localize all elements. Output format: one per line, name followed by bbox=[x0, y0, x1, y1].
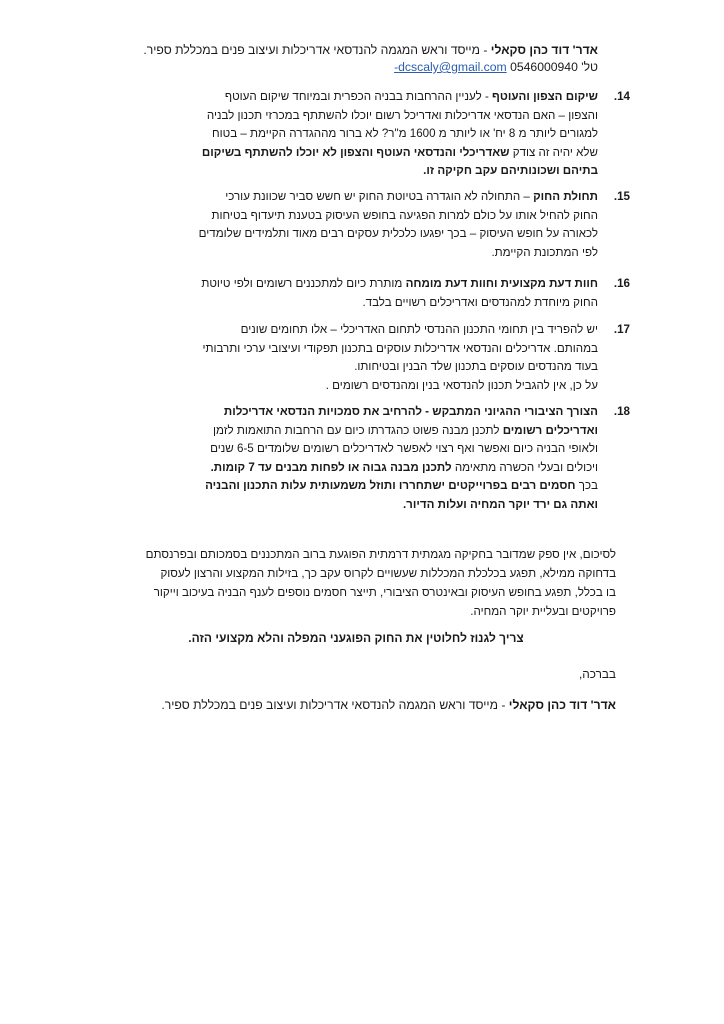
summary-line: בו בכלל, תפגע בחופש העיסוק ובאינטרס הציבורי, תייצר חסמים נוספים לענף הבניה בעיכוב וייקור bbox=[153, 586, 616, 599]
bold-text: שאדריכלי והנדסאי העוטף והצפון לא יוכלו להשתתף בשיקום bbox=[201, 145, 510, 159]
point-18 bbox=[124, 403, 630, 514]
bold-text: ואתה גם ירד יוקר המחיה ועלות הדיור. bbox=[402, 497, 598, 511]
text: ויכולים ובעלי הכשרה מתאימה bbox=[451, 460, 598, 474]
signature bbox=[96, 698, 616, 712]
point-14 bbox=[201, 88, 630, 181]
point-line bbox=[124, 321, 598, 340]
point-body bbox=[124, 403, 598, 514]
point-number: 18. bbox=[613, 405, 630, 418]
point-body bbox=[124, 321, 598, 395]
point-number: 14. bbox=[613, 90, 630, 103]
point-line bbox=[124, 294, 598, 313]
point-number: 17. bbox=[613, 323, 630, 336]
text: החוק להחיל אותו על כולם למרות הפגיעה בחופש העיסוק בטענת תיעדוף בטיחות bbox=[211, 208, 598, 222]
point-line bbox=[202, 144, 598, 163]
point-line bbox=[124, 225, 598, 244]
point-body bbox=[124, 275, 598, 312]
point-number: 15. bbox=[613, 190, 630, 203]
phone-number: 0546000940 bbox=[510, 60, 578, 74]
text: בעוד מהנדסים עוסקים בתכנון שלד הבנין ובטיחותו. bbox=[354, 360, 598, 373]
summary-line: בדחוקה ממילא, תפגע בכלכלת המכללות שעשויים לקרוס עקב כך, בזילות המקצוע והרצון לעסוק bbox=[160, 567, 616, 580]
summary-line: לסיכום, אין ספק שמדובר בחקיקה מגמתית דרמתית הפוגעת ברוב המתכננים בסמכותם ובפרנסתם bbox=[145, 548, 616, 561]
text: והצפון – האם הנדסאי אדריכלות ואדריכל רשום יוכלו להשתתף במכרזי תכנון לבניה bbox=[206, 108, 598, 122]
text: למגורים ליותר מ 8 יח' או ליותר מ 1600 מ"ר? לא ברור מההגדרה הקיימת – בטוח bbox=[212, 127, 598, 140]
text: במהותם. אדריכלים והנדסאי אדריכלות עוסקים בתכנון תפקודי ועיצובי ערכי ותרבותי bbox=[202, 341, 598, 355]
point-line bbox=[124, 244, 598, 263]
header-name-line bbox=[118, 42, 598, 59]
point-line bbox=[124, 459, 598, 478]
bold-text: בתיהם ושכונותיהם עקב חקיקה זו. bbox=[423, 164, 598, 177]
email-link[interactable]: dcscaly@gmail.com- bbox=[394, 60, 507, 74]
point-17 bbox=[124, 321, 630, 395]
signature-name: אדר' דוד כהן סקאלי bbox=[508, 698, 616, 712]
text: על כן, אין להגביל תכנון להנדסאי בנין ומהנדסים רשומים . bbox=[325, 378, 598, 392]
point-number: 16. bbox=[613, 277, 630, 290]
point-line bbox=[124, 358, 598, 377]
point-line bbox=[202, 88, 598, 107]
point-line bbox=[124, 403, 598, 422]
point-line bbox=[124, 422, 598, 441]
point-body bbox=[202, 88, 598, 181]
point-16 bbox=[124, 275, 630, 312]
contact-line bbox=[118, 59, 598, 76]
point-line bbox=[124, 207, 598, 226]
point-line bbox=[202, 107, 598, 126]
point-body bbox=[124, 188, 598, 262]
bold-text: הצורך הציבורי ההגיוני המתבקש - להרחיב את סמכויות הנדסאי אדריכלות bbox=[223, 405, 598, 418]
greeting: בברכה, bbox=[578, 667, 616, 681]
call-to-action: צריך לגנוז לחלוטין את החוק הפוגעני המפלה והלא מקצועי הזה. bbox=[188, 631, 524, 645]
summary-line: פרויקטים ובעליית יוקר המחיה. bbox=[470, 605, 616, 618]
author-title: - מייסד וראש המגמה להנדסאי אדריכלות ועיצוב פנים במכללת ספיר. bbox=[143, 43, 491, 57]
bold-text: לתכנן מבנה גבוה או לפחות מבנים עד 7 קומות. bbox=[210, 460, 452, 474]
bold-text: חסמים רבים בפרוייקטים ישתחררו ותוזל משמעותית עלות התכנון והבניה bbox=[205, 479, 576, 492]
text: שלא יהיה זה צודק bbox=[509, 145, 598, 159]
text: לפי המתכונת הקיימת. bbox=[491, 245, 598, 259]
point-line bbox=[124, 496, 598, 515]
point-line bbox=[124, 477, 598, 496]
letter-header bbox=[118, 42, 598, 76]
text: לכאורה על חופש העיסוק – בכך יפגעו כלכלית עסקים רבים מאוד ותלמידים שלומדים bbox=[198, 227, 598, 240]
point-line bbox=[124, 377, 598, 396]
bold-text: ואדריכלים רשומים bbox=[502, 423, 598, 437]
point-line bbox=[124, 440, 598, 459]
text: בכך bbox=[575, 479, 598, 492]
text: - לעניין ההרחבות בבניה הכפרית ובמיוחד שיקום העוטף bbox=[224, 90, 493, 103]
bold-text: תחולת החוק bbox=[533, 190, 598, 203]
point-line bbox=[202, 162, 598, 181]
text: יש להפריד בין תחומי התכנון ההנדסי לתחום האדריכלי – אלו תחומים שונים bbox=[240, 323, 598, 336]
signature-title: - מייסד וראש המגמה להנדסאי אדריכלות ועיצוב פנים במכללת ספיר. bbox=[161, 698, 509, 712]
point-line bbox=[124, 188, 598, 207]
point-15 bbox=[124, 188, 630, 262]
text: ולאופי הבניה כיום ואפשר ואף רצוי לאפשר לאדריכלים רשומים שלומדים 6-5 שנים bbox=[210, 442, 598, 455]
point-line bbox=[124, 275, 598, 294]
text: החוק מיוחדת למהנדסים ואדריכלים רשויים בלבד. bbox=[362, 295, 598, 309]
summary-paragraph bbox=[96, 545, 616, 621]
point-line bbox=[124, 340, 598, 359]
text: לתכנן מבנה פשוט כהגדרתו כיום עם הרחבות התואמות לזמן bbox=[213, 423, 503, 437]
bold-text: חוות דעת מקצועית וחוות דעת מומחה bbox=[405, 277, 598, 290]
author-name: אדר' דוד כהן סקאלי bbox=[490, 43, 598, 57]
text: מותרת כיום למתכננים רשומים ולפי טיוטת bbox=[201, 277, 406, 290]
phone-label: טל' bbox=[581, 60, 598, 74]
point-line bbox=[202, 125, 598, 144]
bold-text: שיקום הצפון והעוטף bbox=[492, 90, 598, 103]
text: – התחולה לא הוגדרה בטיוטת החוק יש חשש סביר שכוונת עורכי bbox=[225, 190, 534, 203]
